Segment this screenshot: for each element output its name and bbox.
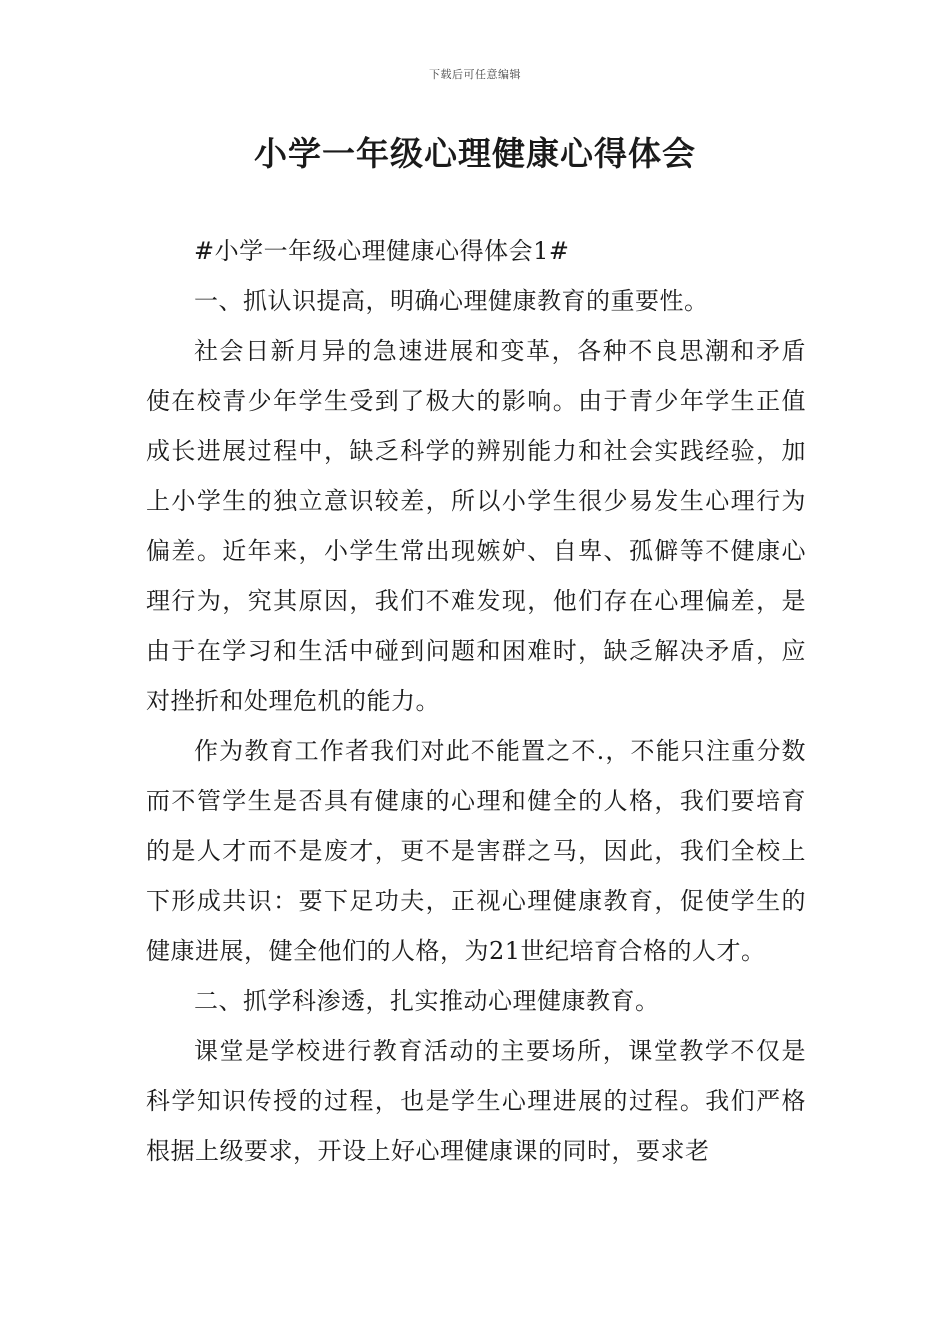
body-paragraph: 作为教育工作者我们对此不能置之不.，不能只注重分数而不管学生是否具有健康的心理和健全的人格，我们要培育的是人才而不是废才，更不是害群之马，因此，我们全校上下形成共识：要下足功夫，正视心理健康教育，促使学生的健康进展，健全他们的人格，为21世纪培育合格的人才。 (146, 737, 806, 965)
section-heading: 二、抓学科渗透，扎实推动心理健康教育。 (194, 987, 660, 1015)
body-paragraph: 课堂是学校进行教育活动的主要场所，课堂教学不仅是科学知识传授的过程，也是学生心理进展的过程。我们严格根据上级要求，开设上好心理健康课的同时，要求老 (146, 1037, 806, 1165)
header-note: 下载后可任意编辑 (429, 68, 521, 81)
section-heading-marker: #小学一年级心理健康心得体会1# (194, 237, 570, 265)
document-title: 小学一年级心理健康心得体会 (254, 134, 696, 173)
section-heading: 一、抓认识提高，明确心理健康教育的重要性。 (194, 287, 709, 315)
document-body (146, 226, 806, 1176)
body-paragraph: 社会日新月异的急速进展和变革，各种不良思潮和矛盾使在校青少年学生受到了极大的影响。由于青少年学生正值成长进展过程中，缺乏科学的辨别能力和社会实践经验，加上小学生的独立意识较差，所以小学生很少易发生心理行为偏差。近年来，小学生常出现嫉妒、自卑、孤僻等不健康心理行为，究其原因，我们不难发现，他们存在心理偏差，是由于在学习和生活中碰到问题和困难时，缺乏解决矛盾，应对挫折和处理危机的能力。 (146, 337, 806, 715)
